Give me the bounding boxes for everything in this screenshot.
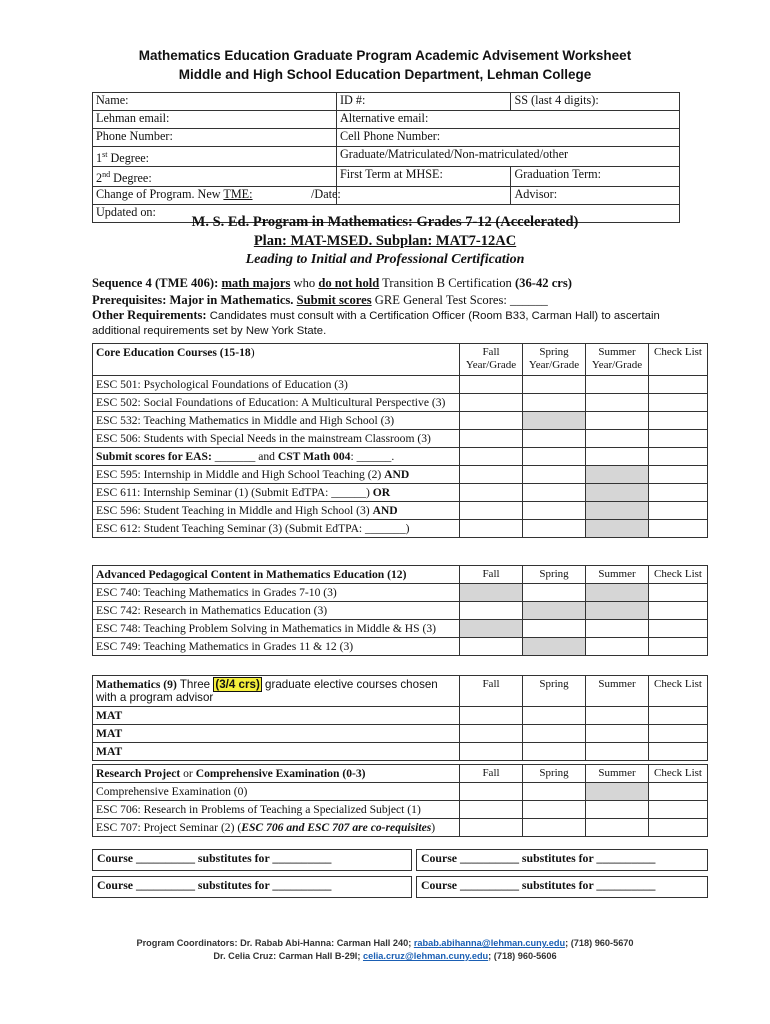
prerequisites-line: Prerequisites: Major in Mathematics. Submit scores GRE General Test Scores: ______ bbox=[92, 293, 548, 307]
first-term-field[interactable]: First Term at MHSE: bbox=[337, 167, 511, 187]
fall-cell[interactable] bbox=[460, 638, 523, 656]
summer-cell[interactable] bbox=[586, 376, 649, 394]
cell-field[interactable]: Cell Phone Number: bbox=[337, 129, 680, 147]
name-field[interactable]: Name: bbox=[93, 93, 337, 111]
check-cell[interactable] bbox=[649, 502, 708, 520]
summer-cell-na bbox=[586, 584, 649, 602]
summer-cell[interactable] bbox=[586, 725, 649, 743]
course-esc740: ESC 740: Teaching Mathematics in Grades 7-10 (3) bbox=[93, 584, 460, 602]
core-header: Core Education Courses (15-18) bbox=[93, 344, 460, 376]
fall-cell[interactable] bbox=[460, 819, 523, 837]
lehman-email-field[interactable]: Lehman email: bbox=[93, 111, 337, 129]
worksheet-title: Mathematics Education Graduate Program Academic Advisement Worksheet bbox=[138, 48, 632, 63]
check-cell[interactable] bbox=[649, 725, 708, 743]
spring-cell[interactable] bbox=[523, 620, 586, 638]
course-esc749: ESC 749: Teaching Mathematics in Grades 11 & 12 (3) bbox=[93, 638, 460, 656]
email-link-abihanna[interactable]: rabab.abihanna@lehman.cuny.edu bbox=[413, 938, 566, 948]
spring-cell[interactable] bbox=[523, 725, 586, 743]
fall-header: Fall bbox=[460, 765, 523, 783]
check-cell[interactable] bbox=[649, 412, 708, 430]
checklist-header: Check List bbox=[649, 676, 708, 707]
spring-cell[interactable] bbox=[523, 783, 586, 801]
spring-header: Spring bbox=[523, 676, 586, 707]
fall-cell[interactable] bbox=[460, 466, 523, 484]
math-electives-table bbox=[92, 675, 708, 761]
check-cell[interactable] bbox=[649, 743, 708, 761]
fall-cell[interactable] bbox=[460, 394, 523, 412]
substitute-field[interactable]: Course __________ substitutes for __________ bbox=[93, 850, 412, 871]
fall-cell-na bbox=[460, 620, 523, 638]
fall-header: Fall bbox=[460, 676, 523, 707]
student-info-table bbox=[92, 92, 680, 223]
checklist-header: Check List bbox=[649, 566, 708, 584]
email-link-cruz[interactable]: celia.cruz@lehman.cuny.edu bbox=[362, 951, 489, 961]
advanced-courses-table bbox=[92, 565, 708, 656]
summer-cell[interactable] bbox=[586, 620, 649, 638]
summer-cell[interactable] bbox=[586, 394, 649, 412]
spring-cell[interactable] bbox=[523, 707, 586, 725]
math-header: Mathematics (9) Three (3/4 crs) graduate elective courses chosen with a program advisor bbox=[93, 676, 460, 707]
spring-cell[interactable] bbox=[523, 801, 586, 819]
check-cell[interactable] bbox=[649, 819, 708, 837]
spring-cell[interactable] bbox=[523, 448, 586, 466]
fall-cell[interactable] bbox=[460, 602, 523, 620]
course-esc596: ESC 596: Student Teaching in Middle and High School (3) AND bbox=[93, 502, 460, 520]
course-esc532: ESC 532: Teaching Mathematics in Middle and High School (3) bbox=[93, 412, 460, 430]
check-cell[interactable] bbox=[649, 783, 708, 801]
eas-scores: Submit scores for EAS: _______ and CST Math 004: ______. bbox=[93, 448, 460, 466]
course-esc706: ESC 706: Research in Problems of Teaching a Specialized Subject (1) bbox=[93, 801, 460, 819]
check-cell[interactable] bbox=[649, 466, 708, 484]
spring-header: Spring bbox=[523, 765, 586, 783]
certification-heading: Leading to Initial and Professional Certification bbox=[245, 252, 525, 267]
summer-header: Summer bbox=[586, 676, 649, 707]
spring-cell-na bbox=[523, 602, 586, 620]
summer-cell[interactable] bbox=[586, 430, 649, 448]
summer-cell-na bbox=[586, 502, 649, 520]
substitute-field[interactable]: Course __________ substitutes for __________ bbox=[93, 877, 412, 898]
fall-cell[interactable] bbox=[460, 707, 523, 725]
checklist-header: Check List bbox=[649, 765, 708, 783]
summer-header: Summer Year/Grade bbox=[586, 344, 649, 376]
status-field[interactable]: Graduate/Matriculated/Non-matriculated/other bbox=[337, 147, 680, 167]
check-cell[interactable] bbox=[649, 394, 708, 412]
summer-cell-na bbox=[586, 783, 649, 801]
substitutes-row-1 bbox=[92, 849, 708, 871]
research-header: Research Project or Comprehensive Examination (0-3) bbox=[93, 765, 460, 783]
advanced-header: Advanced Pedagogical Content in Mathematics Education (12) bbox=[93, 566, 460, 584]
research-table bbox=[92, 764, 708, 837]
coordinator-1: Program Coordinators: Dr. Rabab Abi-Hanna: Carman Hall 240; rabab.abihanna@lehman.cuny.edu; (718) 960-5670 bbox=[136, 938, 634, 948]
check-cell[interactable] bbox=[649, 602, 708, 620]
summer-cell[interactable] bbox=[586, 638, 649, 656]
date-field[interactable]: /Date: bbox=[337, 187, 511, 205]
id-field[interactable]: ID #: bbox=[337, 93, 511, 111]
check-cell[interactable] bbox=[649, 430, 708, 448]
course-esc742: ESC 742: Research in Mathematics Education (3) bbox=[93, 602, 460, 620]
other-requirements: Other Requirements: Candidates must consult with a Certification Officer (Room B33, Carman Hall) to ascertain additional requirements set by New York State. bbox=[92, 308, 660, 337]
summer-cell[interactable] bbox=[586, 743, 649, 761]
comprehensive-exam: Comprehensive Examination (0) bbox=[93, 783, 460, 801]
summer-cell[interactable] bbox=[586, 412, 649, 430]
course-esc707: ESC 707: Project Seminar (2) (ESC 706 and ESC 707 are co-requisites) bbox=[93, 819, 460, 837]
summer-cell[interactable] bbox=[586, 801, 649, 819]
course-esc595: ESC 595: Internship in Middle and High School Teaching (2) AND bbox=[93, 466, 460, 484]
spring-header: Spring bbox=[523, 566, 586, 584]
course-esc502: ESC 502: Social Foundations of Education: A Multicultural Perspective (3) bbox=[93, 394, 460, 412]
check-cell[interactable] bbox=[649, 801, 708, 819]
spring-cell[interactable] bbox=[523, 502, 586, 520]
fall-cell[interactable] bbox=[460, 801, 523, 819]
fall-cell[interactable] bbox=[460, 376, 523, 394]
summer-cell-na bbox=[586, 484, 649, 502]
check-cell[interactable] bbox=[649, 376, 708, 394]
spring-header: Spring Year/Grade bbox=[523, 344, 586, 376]
course-esc611: ESC 611: Internship Seminar (1) (Submit EdTPA: ______) OR bbox=[93, 484, 460, 502]
graduation-term-field[interactable]: Graduation Term: bbox=[511, 167, 680, 187]
first-degree-field[interactable]: 1st Degree: bbox=[93, 147, 337, 167]
summer-header: Summer bbox=[586, 566, 649, 584]
second-degree-field[interactable]: 2nd Degree: bbox=[93, 167, 337, 187]
mat-elective-3[interactable]: MAT bbox=[93, 743, 460, 761]
summer-header: Summer bbox=[586, 765, 649, 783]
summer-cell-na bbox=[586, 602, 649, 620]
department-title: Middle and High School Education Department, Lehman College bbox=[178, 67, 592, 82]
fall-cell[interactable] bbox=[460, 412, 523, 430]
check-cell[interactable] bbox=[649, 520, 708, 538]
substitutes-row-2 bbox=[92, 876, 708, 898]
summer-cell[interactable] bbox=[586, 448, 649, 466]
spring-cell[interactable] bbox=[523, 430, 586, 448]
course-esc501: ESC 501: Psychological Foundations of Education (3) bbox=[93, 376, 460, 394]
spring-cell[interactable] bbox=[523, 376, 586, 394]
core-courses-table bbox=[92, 343, 708, 538]
ss-field[interactable]: SS (last 4 digits): bbox=[511, 93, 680, 111]
check-cell[interactable] bbox=[649, 448, 708, 466]
advisor-field[interactable]: Advisor: bbox=[511, 187, 680, 205]
change-program-field[interactable]: Change of Program. New TME: bbox=[93, 187, 337, 205]
check-cell[interactable] bbox=[649, 484, 708, 502]
substitute-field[interactable]: Course __________ substitutes for __________ bbox=[417, 850, 708, 871]
mat-elective-2[interactable]: MAT bbox=[93, 725, 460, 743]
summer-cell-na bbox=[586, 466, 649, 484]
sequence-line: Sequence 4 (TME 406): math majors who do not hold Transition B Certification (36-42 crs) bbox=[92, 276, 572, 290]
check-cell[interactable] bbox=[649, 638, 708, 656]
summer-cell-na bbox=[586, 520, 649, 538]
check-cell[interactable] bbox=[649, 620, 708, 638]
spring-cell[interactable] bbox=[523, 466, 586, 484]
check-cell[interactable] bbox=[649, 584, 708, 602]
fall-header: Fall bbox=[460, 566, 523, 584]
fall-header: Fall Year/Grade bbox=[460, 344, 523, 376]
fall-cell[interactable] bbox=[460, 430, 523, 448]
spring-cell[interactable] bbox=[523, 584, 586, 602]
credits-highlight: (3/4 crs) bbox=[215, 678, 260, 691]
spring-cell[interactable] bbox=[523, 394, 586, 412]
spring-cell[interactable] bbox=[523, 484, 586, 502]
fall-cell[interactable] bbox=[460, 448, 523, 466]
summer-cell[interactable] bbox=[586, 819, 649, 837]
fall-cell[interactable] bbox=[460, 502, 523, 520]
course-esc612: ESC 612: Student Teaching Seminar (3) (Submit EdTPA: _______) bbox=[93, 520, 460, 538]
fall-cell[interactable] bbox=[460, 725, 523, 743]
spring-cell-na bbox=[523, 638, 586, 656]
summer-cell[interactable] bbox=[586, 707, 649, 725]
updated-on-field[interactable]: Updated on: bbox=[93, 205, 680, 223]
alt-email-field[interactable]: Alternative email: bbox=[337, 111, 680, 129]
plan-heading: Plan: MAT-MSED. Subplan: MAT7-12AC bbox=[253, 233, 517, 249]
coordinator-2: Dr. Celia Cruz: Carman Hall B-29I; celia.cruz@lehman.cuny.edu; (718) 960-5606 bbox=[213, 951, 557, 961]
phone-field[interactable]: Phone Number: bbox=[93, 129, 337, 147]
check-cell[interactable] bbox=[649, 707, 708, 725]
substitute-field[interactable]: Course __________ substitutes for __________ bbox=[417, 877, 708, 898]
course-esc506: ESC 506: Students with Special Needs in the mainstream Classroom (3) bbox=[93, 430, 460, 448]
fall-cell[interactable] bbox=[460, 743, 523, 761]
fall-cell[interactable] bbox=[460, 783, 523, 801]
fall-cell-na bbox=[460, 584, 523, 602]
program-heading: M. S. Ed. Program in Mathematics: Grades 7-12 (Accelerated) bbox=[191, 214, 579, 230]
course-esc748: ESC 748: Teaching Problem Solving in Mathematics in Middle & HS (3) bbox=[93, 620, 460, 638]
spring-cell-na bbox=[523, 412, 586, 430]
spring-cell[interactable] bbox=[523, 819, 586, 837]
spring-cell[interactable] bbox=[523, 520, 586, 538]
checklist-header: Check List bbox=[649, 344, 708, 376]
spring-cell[interactable] bbox=[523, 743, 586, 761]
fall-cell[interactable] bbox=[460, 520, 523, 538]
fall-cell[interactable] bbox=[460, 484, 523, 502]
mat-elective-1[interactable]: MAT bbox=[93, 707, 460, 725]
